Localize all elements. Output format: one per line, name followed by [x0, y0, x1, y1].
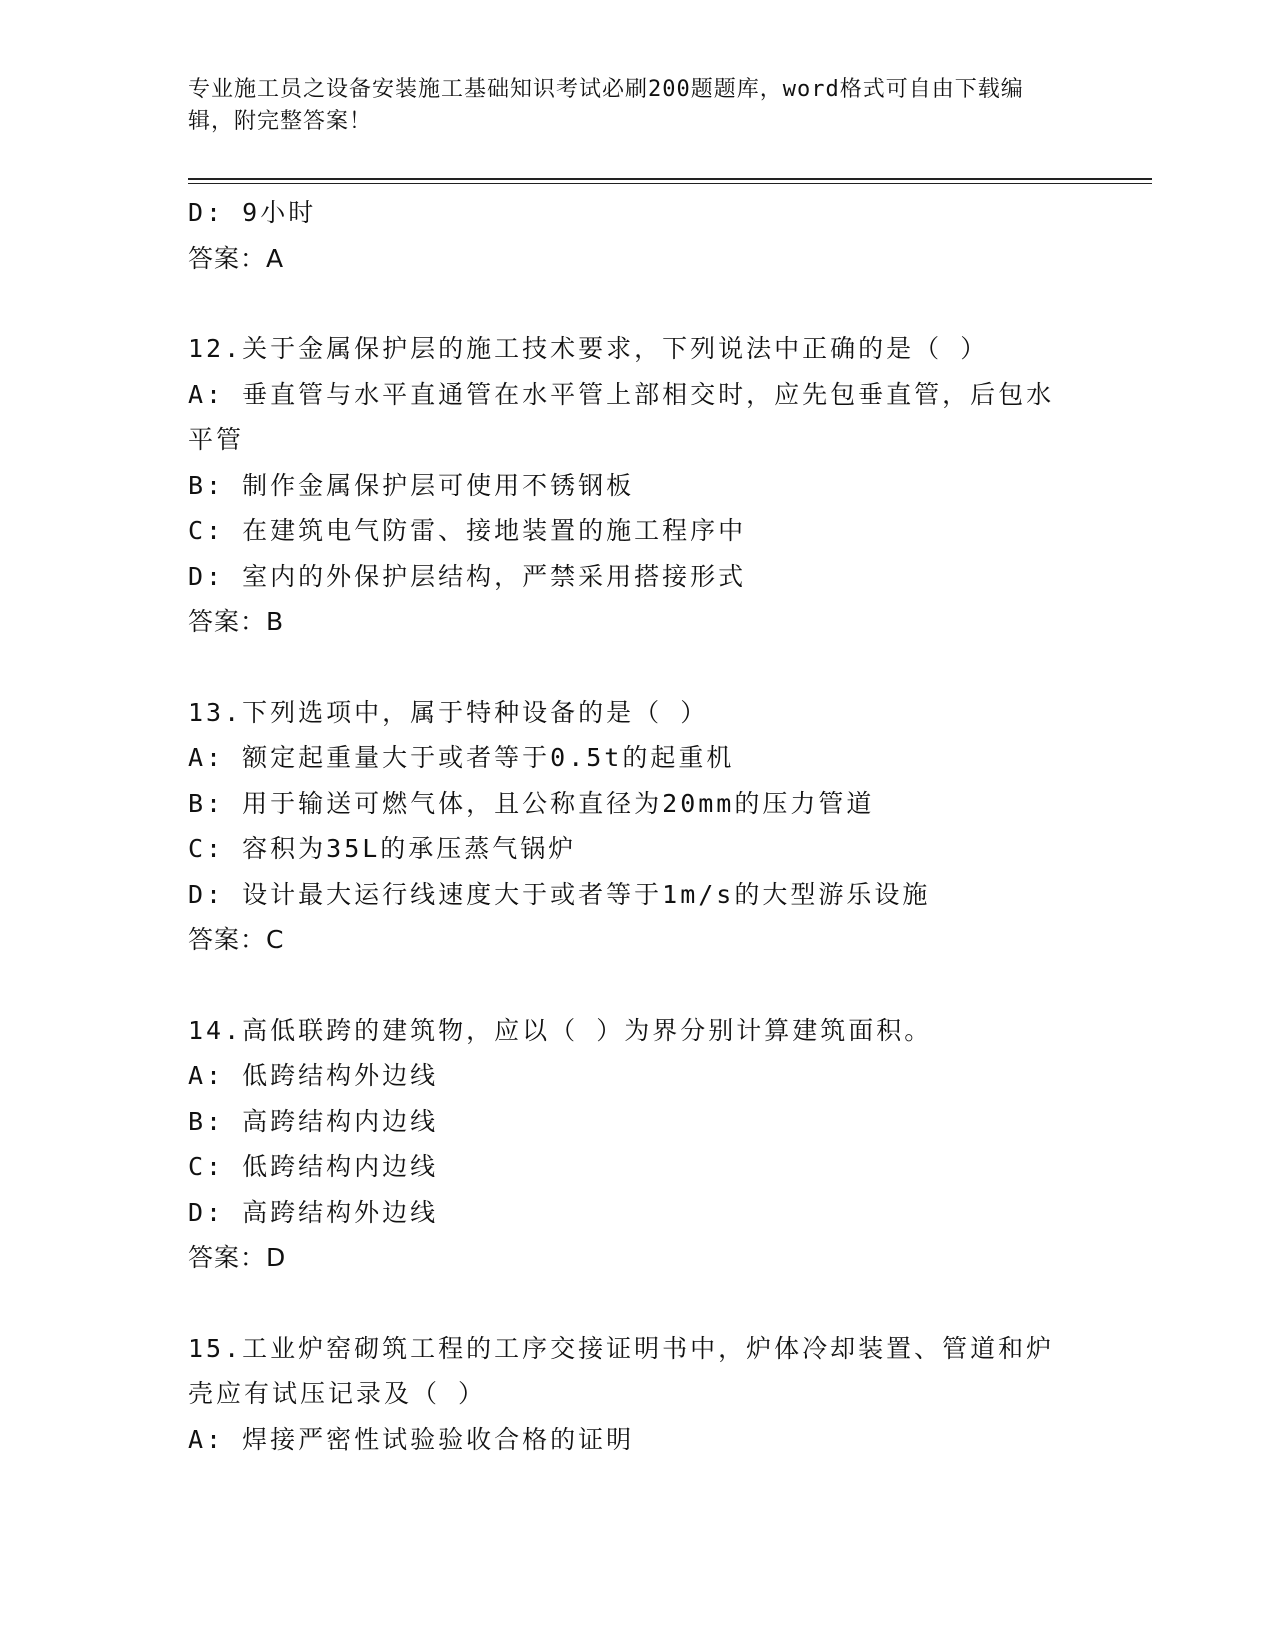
question-stem: 14.高低联跨的建筑物，应以（ ）为界分别计算建筑面积。 [188, 1015, 933, 1045]
page-header-title: 专业施工员之设备安装施工基础知识考试必刷200题题库，word格式可自由下载编辑，附完整答案！ [188, 77, 1024, 134]
option-a: A: 额定起重量大于或者等于0.5t的起重机 [188, 743, 735, 772]
spacer [188, 645, 1088, 690]
option-d: D: 室内的外保护层结构，严禁采用搭接形式 [188, 561, 747, 591]
answer-label: 答案：B [188, 607, 285, 636]
header-divider-thick [188, 178, 1152, 180]
question-item [188, 1008, 1088, 1281]
question-stem: 15.工业炉窑砌筑工程的工序交接证明书中，炉体冷却装置、管道和炉壳应有试压记录及（ ） [188, 1333, 1055, 1408]
option-d: D: 设计最大运行线速度大于或者等于1m/s的大型游乐设施 [188, 879, 931, 909]
spacer [188, 1281, 1088, 1326]
answer-label: 答案：D [188, 1243, 287, 1272]
option-b: B: 制作金属保护层可使用不锈钢板 [188, 470, 635, 500]
spacer [188, 963, 1088, 1008]
question-stem: 12.关于金属保护层的施工技术要求，下列说法中正确的是（ ） [188, 334, 989, 363]
answer-label: 答案：A [188, 243, 285, 273]
option-d: D: 9小时 [188, 198, 317, 227]
option-b: B: 用于输送可燃气体，且公称直径为20mm的压力管道 [188, 788, 875, 818]
option-c: C: 在建筑电气防雷、接地装置的施工程序中 [188, 516, 747, 545]
option-a: A: 低跨结构外边线 [188, 1061, 439, 1090]
question-item [188, 326, 1088, 645]
question-item [188, 690, 1088, 963]
question-stem: 13.下列选项中，属于特种设备的是（ ） [188, 697, 709, 727]
option-a: A: 焊接严密性试验验收合格的证明 [188, 1424, 635, 1454]
answer-label: 答案：C [188, 925, 285, 954]
question-list [188, 190, 1088, 1462]
option-c: C: 低跨结构内边线 [188, 1152, 439, 1181]
question-item [188, 1326, 1088, 1463]
option-b: B: 高跨结构内边线 [188, 1106, 439, 1136]
spacer [188, 281, 1088, 326]
header-divider-thin [188, 183, 1152, 184]
option-d: D: 高跨结构外边线 [188, 1197, 439, 1227]
option-a: A: 垂直管与水平直通管在水平管上部相交时，应先包垂直管，后包水平管 [188, 379, 1055, 454]
option-c: C: 容积为35L的承压蒸气锅炉 [188, 834, 577, 863]
